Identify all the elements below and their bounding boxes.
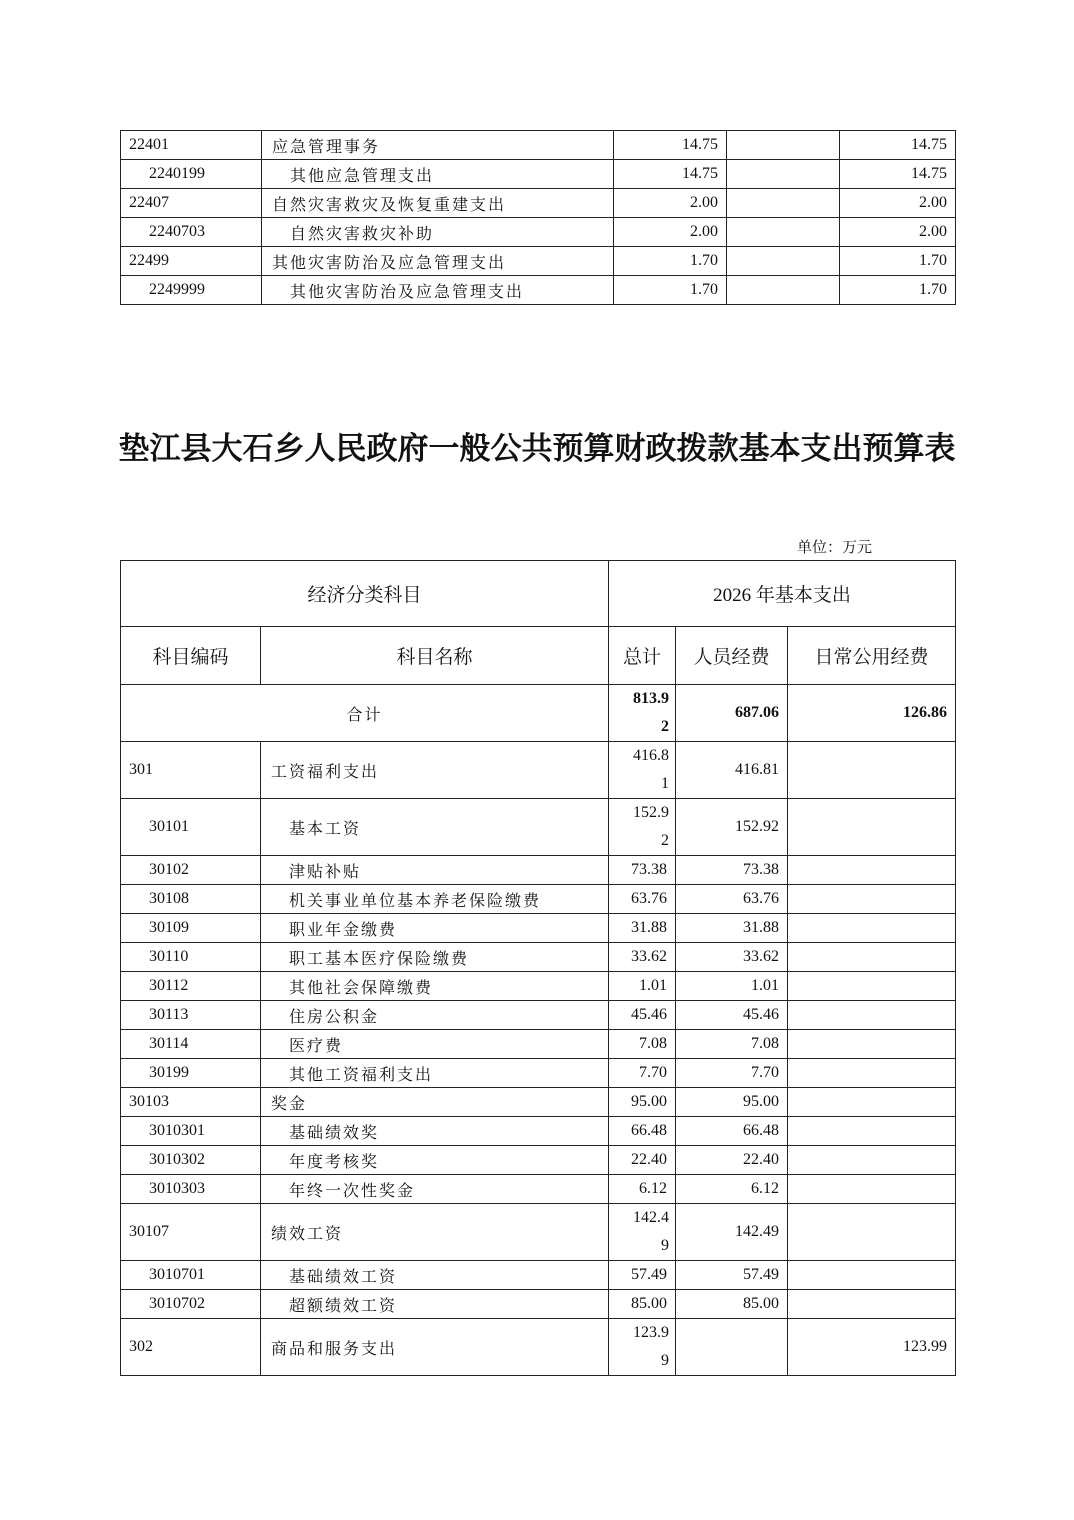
- table-row: [121, 914, 956, 943]
- cell-personnel: 66.48: [676, 1117, 788, 1146]
- cell-public: [788, 1059, 956, 1088]
- table-row: [121, 189, 956, 218]
- cell-name: 其他社会保障缴费: [261, 972, 609, 1001]
- table-row: [121, 1117, 956, 1146]
- summary-row: [121, 685, 956, 742]
- table-row: [121, 1261, 956, 1290]
- cell-column-4: [727, 276, 840, 305]
- cell-total: 95.00: [609, 1088, 676, 1117]
- cell-code: 3010702: [121, 1290, 261, 1319]
- cell-public: [788, 885, 956, 914]
- cell-name: 津贴补贴: [261, 856, 609, 885]
- table-row: [121, 218, 956, 247]
- cell-column-4: [727, 160, 840, 189]
- cell-column-5: 2.00: [840, 189, 956, 218]
- cell-name: 职工基本医疗保险缴费: [261, 943, 609, 972]
- header-row-group: [121, 561, 956, 627]
- cell-name: 年终一次性奖金: [261, 1175, 609, 1204]
- cell-name: 自然灾害救灾及恢复重建支出: [262, 189, 614, 218]
- cell-name: 年度考核奖: [261, 1146, 609, 1175]
- cell-column-4: [727, 218, 840, 247]
- cell-code: 30199: [121, 1059, 261, 1088]
- cell-public: [788, 1204, 956, 1261]
- cell-total: 7.70: [609, 1059, 676, 1088]
- cell-column-5: 1.70: [840, 247, 956, 276]
- cell-total: 1.70: [614, 247, 727, 276]
- cell-name: 绩效工资: [261, 1204, 609, 1261]
- cell-total: 7.08: [609, 1030, 676, 1059]
- cell-name: 自然灾害救灾补助: [262, 218, 614, 247]
- table-row: [121, 1030, 956, 1059]
- cell-code: 22407: [121, 189, 262, 218]
- header-total: 总计: [609, 627, 676, 685]
- table-row: [121, 1088, 956, 1117]
- basic-expenditure-table: [120, 560, 956, 1376]
- cell-code: 30112: [121, 972, 261, 1001]
- cell-name: 工资福利支出: [261, 742, 609, 799]
- cell-total: 45.46: [609, 1001, 676, 1030]
- cell-public: [788, 856, 956, 885]
- table-row: [121, 276, 956, 305]
- cell-column-5: 14.75: [840, 160, 956, 189]
- cell-column-4: [727, 189, 840, 218]
- table-row: [121, 742, 956, 799]
- cell-code: 22401: [121, 131, 262, 160]
- summary-label: 合计: [121, 685, 609, 742]
- cell-public: [788, 1030, 956, 1059]
- cell-total: 2.00: [614, 189, 727, 218]
- cell-code: 30101: [121, 799, 261, 856]
- cell-column-5: 2.00: [840, 218, 956, 247]
- cell-column-5: 14.75: [840, 131, 956, 160]
- cell-code: 30102: [121, 856, 261, 885]
- cell-personnel: 57.49: [676, 1261, 788, 1290]
- table-row: [121, 799, 956, 856]
- table-row: [121, 1146, 956, 1175]
- cell-code: 3010301: [121, 1117, 261, 1146]
- cell-total: 22.40: [609, 1146, 676, 1175]
- cell-public: [788, 1117, 956, 1146]
- cell-code: 2240199: [121, 160, 262, 189]
- header-name: 科目名称: [261, 627, 609, 685]
- cell-public: [788, 914, 956, 943]
- cell-personnel: 45.46: [676, 1001, 788, 1030]
- header-basic-expenditure: 2026 年基本支出: [609, 561, 956, 627]
- cell-personnel: 1.01: [676, 972, 788, 1001]
- cell-code: 3010701: [121, 1261, 261, 1290]
- table-row: [121, 1175, 956, 1204]
- cell-personnel: 73.38: [676, 856, 788, 885]
- cell-personnel: 416.81: [676, 742, 788, 799]
- cell-personnel: 7.70: [676, 1059, 788, 1088]
- cell-name: 其他工资福利支出: [261, 1059, 609, 1088]
- table-row: [121, 885, 956, 914]
- cell-personnel: 142.49: [676, 1204, 788, 1261]
- cell-code: 2240703: [121, 218, 262, 247]
- cell-total: 31.88: [609, 914, 676, 943]
- summary-personnel: 687.06: [676, 685, 788, 742]
- header-personnel: 人员经费: [676, 627, 788, 685]
- cell-code: 2249999: [121, 276, 262, 305]
- cell-public: [788, 1088, 956, 1117]
- summary-public: 126.86: [788, 685, 956, 742]
- table-row: [121, 131, 956, 160]
- header-economic-category: 经济分类科目: [121, 561, 609, 627]
- cell-personnel: 31.88: [676, 914, 788, 943]
- cell-public: [788, 1175, 956, 1204]
- header-code: 科目编码: [121, 627, 261, 685]
- cell-name: 基础绩效奖: [261, 1117, 609, 1146]
- header-public: 日常公用经费: [788, 627, 956, 685]
- top-budget-table: [120, 130, 956, 305]
- table-row: [121, 943, 956, 972]
- cell-name: 基本工资: [261, 799, 609, 856]
- cell-name: 奖金: [261, 1088, 609, 1117]
- cell-column-4: [727, 131, 840, 160]
- cell-total: 33.62: [609, 943, 676, 972]
- cell-public: 123.99: [788, 1319, 956, 1376]
- cell-code: 3010303: [121, 1175, 261, 1204]
- cell-total: 66.48: [609, 1117, 676, 1146]
- table-row: [121, 160, 956, 189]
- cell-public: [788, 1001, 956, 1030]
- cell-name: 医疗费: [261, 1030, 609, 1059]
- cell-public: [788, 742, 956, 799]
- cell-code: 30109: [121, 914, 261, 943]
- table-row: [121, 972, 956, 1001]
- cell-total: 14.75: [614, 131, 727, 160]
- cell-personnel: [676, 1319, 788, 1376]
- header-row-columns: [121, 627, 956, 685]
- cell-total: 142.49: [609, 1204, 676, 1261]
- cell-personnel: 152.92: [676, 799, 788, 856]
- cell-code: 30107: [121, 1204, 261, 1261]
- cell-total: 2.00: [614, 218, 727, 247]
- table-row: [121, 1059, 956, 1088]
- cell-total: 416.81: [609, 742, 676, 799]
- cell-public: [788, 972, 956, 1001]
- cell-code: 301: [121, 742, 261, 799]
- cell-total: 73.38: [609, 856, 676, 885]
- table-row: [121, 1290, 956, 1319]
- cell-column-4: [727, 247, 840, 276]
- cell-code: 3010302: [121, 1146, 261, 1175]
- cell-name: 职业年金缴费: [261, 914, 609, 943]
- cell-public: [788, 799, 956, 856]
- cell-total: 1.70: [614, 276, 727, 305]
- cell-code: 30114: [121, 1030, 261, 1059]
- page-title: 垫江县大石乡人民政府一般公共预算财政拨款基本支出预算表: [118, 431, 956, 467]
- cell-personnel: 95.00: [676, 1088, 788, 1117]
- cell-personnel: 6.12: [676, 1175, 788, 1204]
- table-row: [121, 856, 956, 885]
- cell-public: [788, 1261, 956, 1290]
- cell-total: 63.76: [609, 885, 676, 914]
- cell-public: [788, 943, 956, 972]
- cell-public: [788, 1290, 956, 1319]
- cell-name: 其他灾害防治及应急管理支出: [262, 276, 614, 305]
- cell-code: 22499: [121, 247, 262, 276]
- cell-column-5: 1.70: [840, 276, 956, 305]
- cell-code: 302: [121, 1319, 261, 1376]
- cell-personnel: 63.76: [676, 885, 788, 914]
- table-row: [121, 247, 956, 276]
- cell-name: 应急管理事务: [262, 131, 614, 160]
- unit-label: 单位：万元: [797, 540, 873, 556]
- cell-personnel: 33.62: [676, 943, 788, 972]
- cell-name: 基础绩效工资: [261, 1261, 609, 1290]
- cell-total: 57.49: [609, 1261, 676, 1290]
- table-row: [121, 1001, 956, 1030]
- summary-total: 813.92: [609, 685, 676, 742]
- cell-personnel: 22.40: [676, 1146, 788, 1175]
- cell-public: [788, 1146, 956, 1175]
- cell-name: 商品和服务支出: [261, 1319, 609, 1376]
- cell-total: 85.00: [609, 1290, 676, 1319]
- cell-total: 6.12: [609, 1175, 676, 1204]
- cell-name: 其他灾害防治及应急管理支出: [262, 247, 614, 276]
- cell-name: 机关事业单位基本养老保险缴费: [261, 885, 609, 914]
- cell-personnel: 85.00: [676, 1290, 788, 1319]
- cell-code: 30103: [121, 1088, 261, 1117]
- cell-total: 1.01: [609, 972, 676, 1001]
- cell-total: 123.99: [609, 1319, 676, 1376]
- cell-code: 30108: [121, 885, 261, 914]
- cell-name: 超额绩效工资: [261, 1290, 609, 1319]
- cell-name: 其他应急管理支出: [262, 160, 614, 189]
- table-row: [121, 1319, 956, 1376]
- cell-code: 30110: [121, 943, 261, 972]
- cell-total: 152.92: [609, 799, 676, 856]
- cell-name: 住房公积金: [261, 1001, 609, 1030]
- cell-personnel: 7.08: [676, 1030, 788, 1059]
- table-row: [121, 1204, 956, 1261]
- cell-total: 14.75: [614, 160, 727, 189]
- cell-code: 30113: [121, 1001, 261, 1030]
